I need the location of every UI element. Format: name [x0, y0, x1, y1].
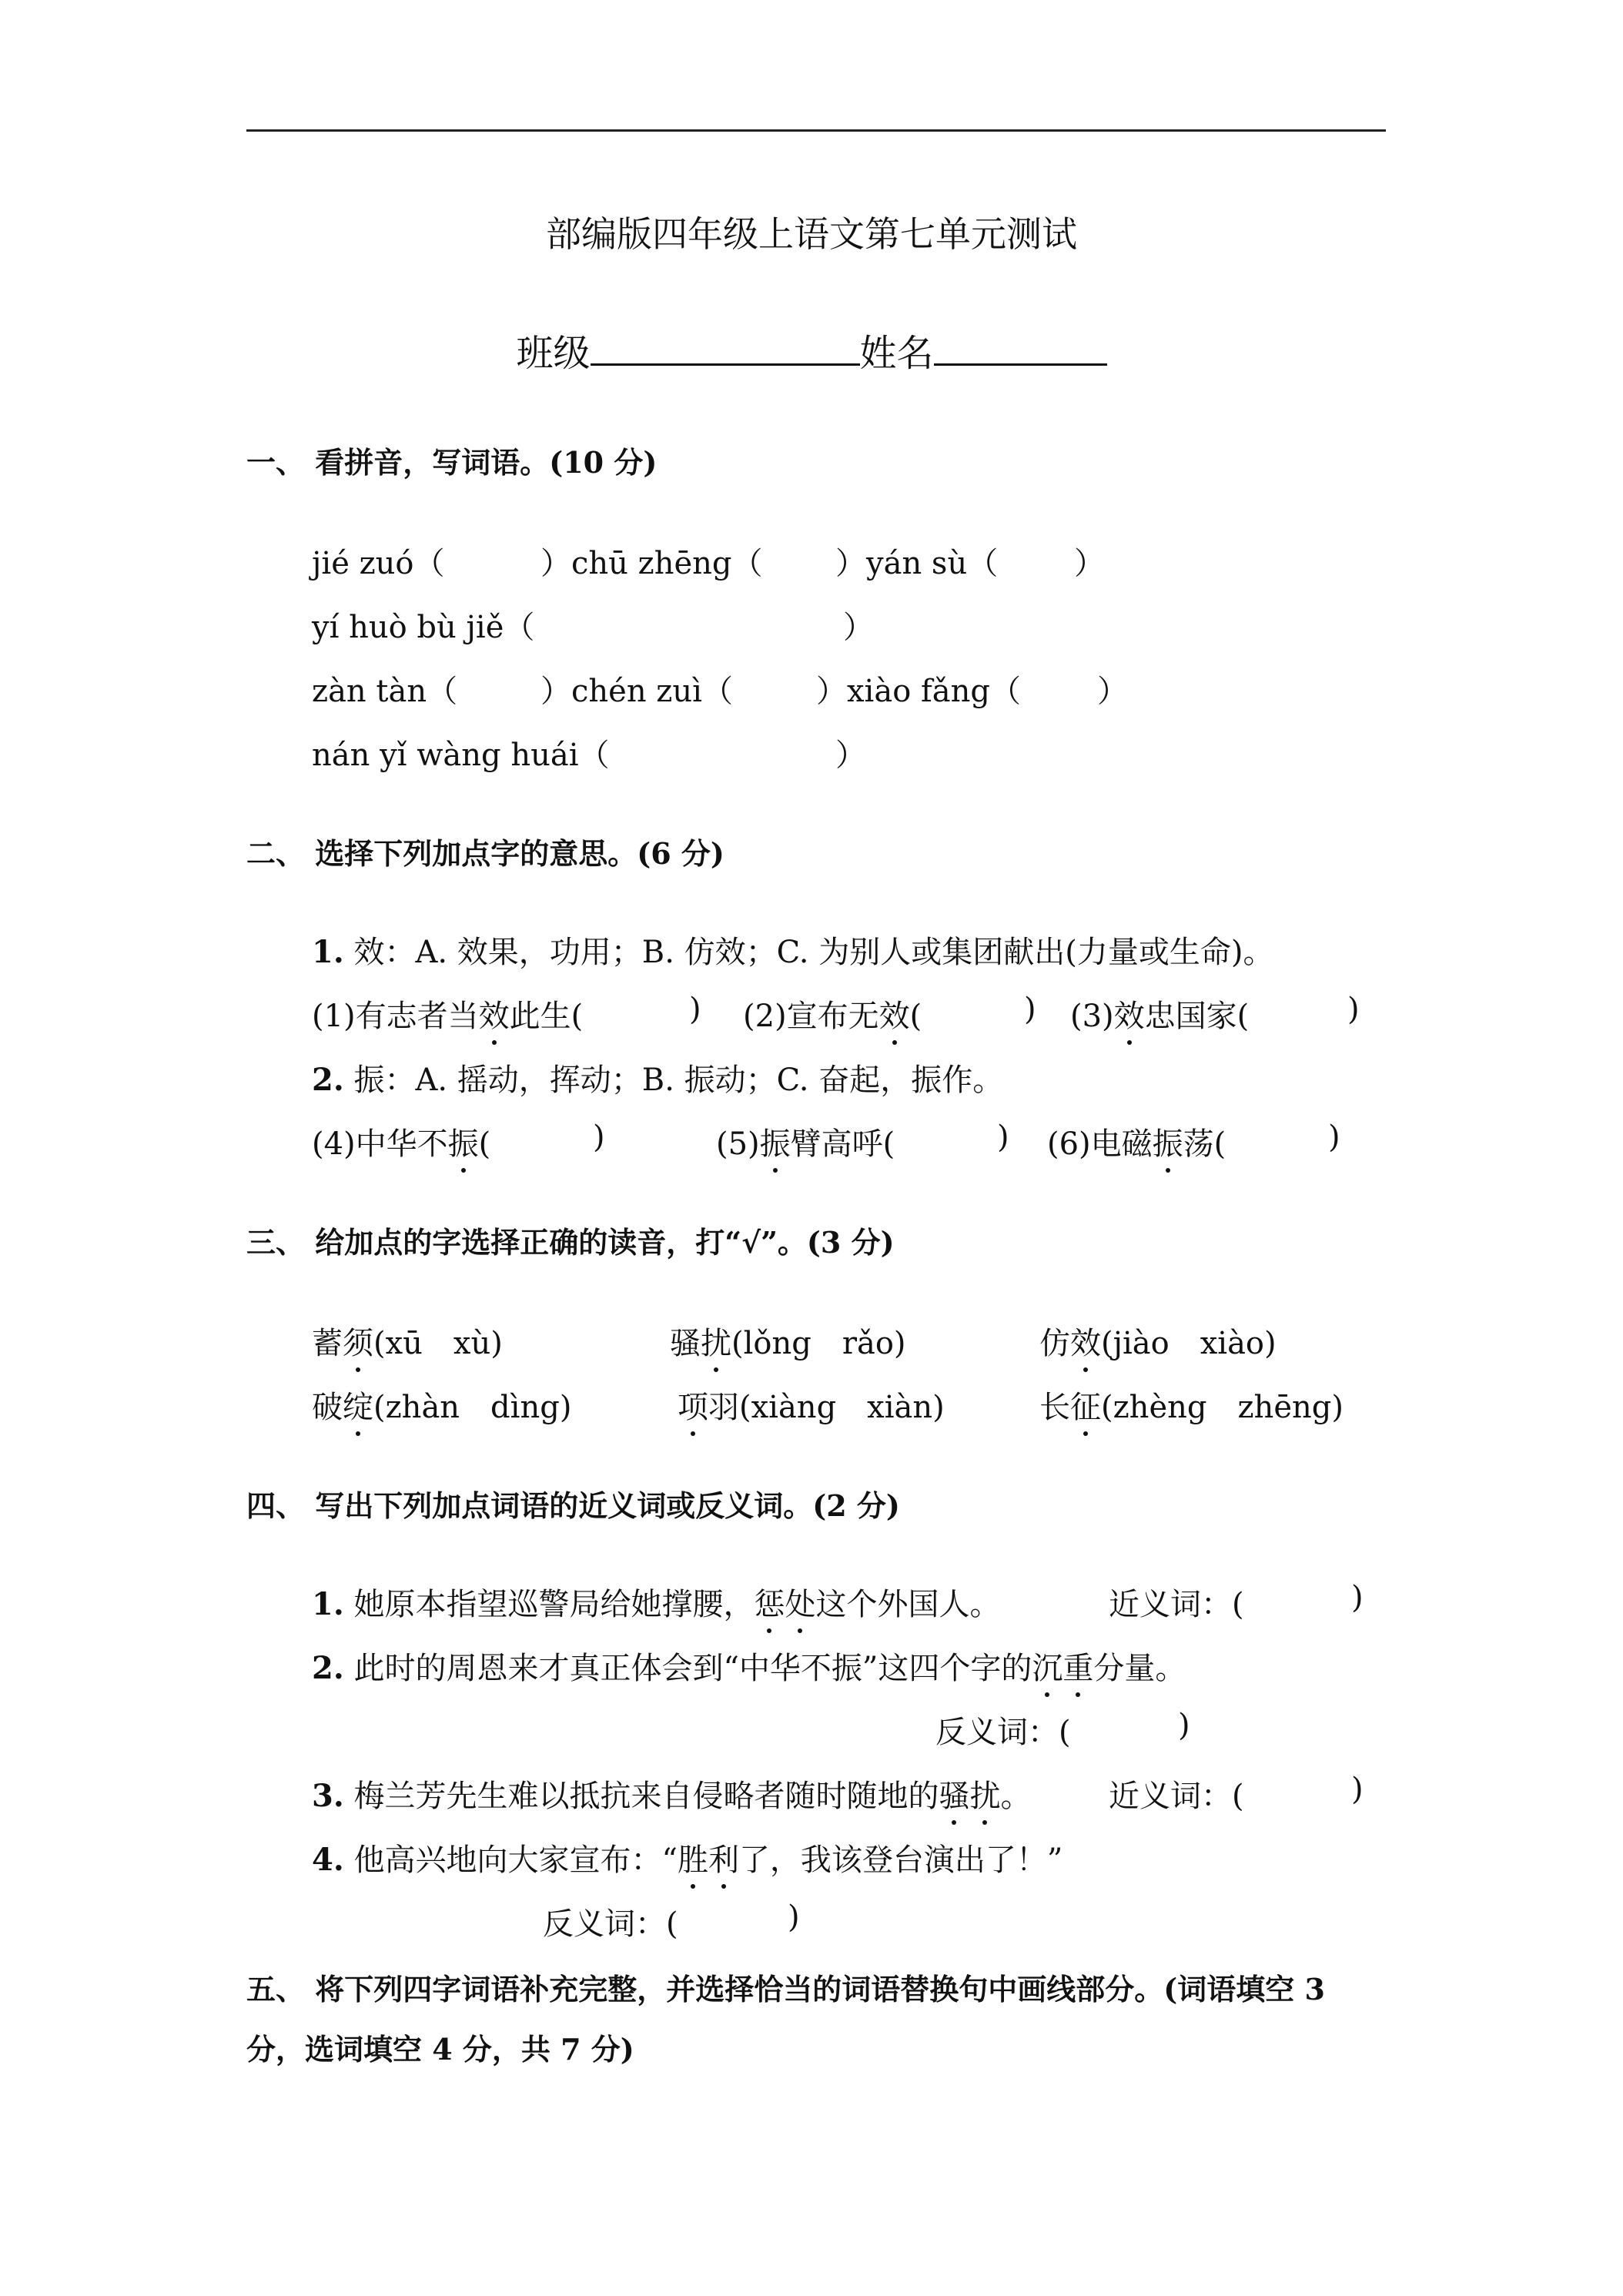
pinyin-row-2 [312, 603, 1390, 645]
pinyin-row3-close: ） [1097, 674, 1128, 709]
dotted-char: 须 [343, 1319, 373, 1363]
pinyin-jiezuo: jié zuó（ [312, 546, 445, 581]
dotted-char: 项 [678, 1383, 708, 1427]
s4-q3-answer: 近义词：( [1109, 1779, 1244, 1814]
s2-q2-number: 2. [312, 1062, 344, 1098]
s2-item-3: (3)效忠国家( [1070, 992, 1249, 1036]
pinyin-row-3 [312, 667, 1390, 709]
name-label: 姓名 [859, 332, 934, 375]
dotted-char: 征 [1070, 1383, 1101, 1427]
header-rule [246, 129, 1386, 132]
s4-q1 [312, 1580, 1390, 1622]
s2-item-2: (2)宣布无效( [743, 992, 922, 1036]
s2-answers-2 [312, 1120, 1390, 1162]
section-4-heading: 四、 写出下列加点词语的近义词或反义词。(2 分) [246, 1488, 900, 1523]
pinyin-yihuobujie: yí huò bù jiě（ [312, 610, 535, 645]
dotted-char: 振 [448, 1120, 479, 1163]
dotted-char: 振 [1153, 1120, 1183, 1163]
s2-item-2-close: ) [1024, 992, 1036, 1027]
class-name-line [0, 323, 1623, 377]
s4-q1-close: ) [1351, 1580, 1364, 1615]
s4-q4-close: ) [788, 1899, 800, 1935]
s4-q1-sentence: 1. 她原本指望巡警局给她撑腰，惩处这个外国人。 [312, 1580, 1000, 1624]
s3-item-fangxiao: 仿效(jiào xiào) [1039, 1319, 1277, 1363]
dotted-char: 效 [879, 992, 910, 1036]
dotted-char: 振 [760, 1120, 791, 1163]
dotted-char: 胜 [678, 1836, 708, 1879]
dotted-char: 沉 [1032, 1644, 1062, 1688]
s2-item-6: (6)电磁振荡( [1047, 1120, 1226, 1163]
pinyin-xiaofang: ）xiào fǎng（ [816, 674, 1022, 709]
pinyin-row2-close: ） [843, 610, 874, 645]
s4-q4-answer-line [543, 1899, 851, 1942]
dotted-char: 惩 [754, 1580, 785, 1624]
dotted-char: 绽 [343, 1383, 373, 1427]
s2-q1-number: 1. [312, 934, 344, 970]
pinyin-row4-close: ） [835, 738, 866, 773]
pinyin-chenzui: ）chén zuì（ [540, 674, 733, 709]
s2-q1 [312, 928, 1273, 972]
s2-item-4: (4)中华不振( [312, 1120, 490, 1163]
pinyin-row1-close: ） [1074, 546, 1105, 581]
s4-q2-answer-line [935, 1708, 1243, 1750]
section-5-heading: 五、 将下列四字词语补充完整，并选择恰当的词语替换句中画线部分。(词语填空 3 分，选词填空 4 分，共 7 分) [246, 1972, 1325, 2067]
dotted-char: 重 [1062, 1644, 1093, 1688]
pinyin-nanyiwanghuai: nán yǐ wàng huái（ [312, 738, 610, 773]
s4-q3-close: ) [1351, 1772, 1364, 1807]
s3-item-xuxu: 蓄须(xū xù) [312, 1319, 503, 1363]
pinyin-yansu: ）yán sù（ [835, 546, 999, 581]
s3-item-xiangyu: 项羽(xiàng xiàn) [678, 1383, 945, 1427]
pinyin-row-1 [312, 539, 1390, 581]
section-3-heading: 三、 给加点的字选择正确的读音，打“√”。(3 分) [246, 1225, 895, 1260]
s4-q2-answer: 反义词：( [935, 1715, 1071, 1750]
s2-item-1: (1)有志者当效此生( [312, 992, 583, 1036]
s4-q4-answer: 反义词：( [543, 1906, 678, 1942]
dotted-char: 利 [708, 1836, 739, 1879]
s2-item-6-close: ) [1328, 1120, 1340, 1155]
s2-q2 [312, 1056, 1003, 1099]
s2-q1-text: 效：A. 效果，功用；B. 仿效；C. 为别人或集团献出(力量或生命)。 [353, 935, 1274, 970]
s3-item-changzheng: 长征(zhèng zhēng) [1039, 1383, 1344, 1427]
name-blank[interactable] [934, 356, 1107, 366]
dotted-char: 骚 [939, 1772, 969, 1816]
s2-item-3-close: ) [1347, 992, 1360, 1027]
dotted-char: 效 [1070, 1319, 1101, 1363]
s2-item-5: (5)振臂高呼( [716, 1120, 895, 1163]
s4-q2-close: ) [1178, 1708, 1190, 1743]
s3-row-2 [312, 1383, 1390, 1425]
s2-answers-1 [312, 992, 1390, 1034]
s4-q1-answer: 近义词：( [1109, 1587, 1244, 1622]
class-label: 班级 [516, 332, 591, 375]
s2-q2-text: 振：A. 摇动，挥动；B. 振动；C. 奋起，振作。 [353, 1063, 1004, 1098]
page-title: 部编版四年级上语文第七单元测试 [546, 213, 1077, 255]
s4-q2: 2. 此时的周恩来才真正体会到“中华不振”这四个字的沉重分量。 [312, 1644, 1186, 1688]
s2-item-5-close: ) [997, 1120, 1009, 1155]
s2-item-4-close: ) [593, 1120, 605, 1155]
s4-q3 [312, 1772, 1390, 1814]
dotted-char: 效 [479, 992, 510, 1036]
dotted-char: 效 [1114, 992, 1145, 1036]
s4-q4: 4. 他高兴地向大家宣布：“胜利了，我该登台演出了！” [312, 1836, 1062, 1879]
s3-row-1 [312, 1319, 1390, 1361]
section-1-heading: 一、 看拼音，写词语。(10 分) [246, 445, 658, 480]
s3-item-saorao: 骚扰(lǒng rǎo) [670, 1319, 906, 1363]
pinyin-zantan: zàn tàn（ [312, 674, 458, 709]
dotted-char: 扰 [701, 1319, 731, 1363]
pinyin-chuzheng: ）chū zhēng（ [540, 546, 763, 581]
dotted-char: 扰 [969, 1772, 1000, 1816]
section-2-heading: 二、 选择下列加点字的意思。(6 分) [246, 836, 724, 871]
s4-q3-sentence: 3. 梅兰芳先生难以抵抗来自侵略者随时随地的骚扰。 [312, 1772, 1031, 1816]
dotted-char: 处 [785, 1580, 815, 1624]
s2-item-1-close: ) [689, 992, 701, 1027]
s3-item-pozhan: 破绽(zhàn dìng) [312, 1383, 571, 1427]
pinyin-row-4 [312, 731, 1390, 773]
class-blank[interactable] [591, 356, 860, 366]
